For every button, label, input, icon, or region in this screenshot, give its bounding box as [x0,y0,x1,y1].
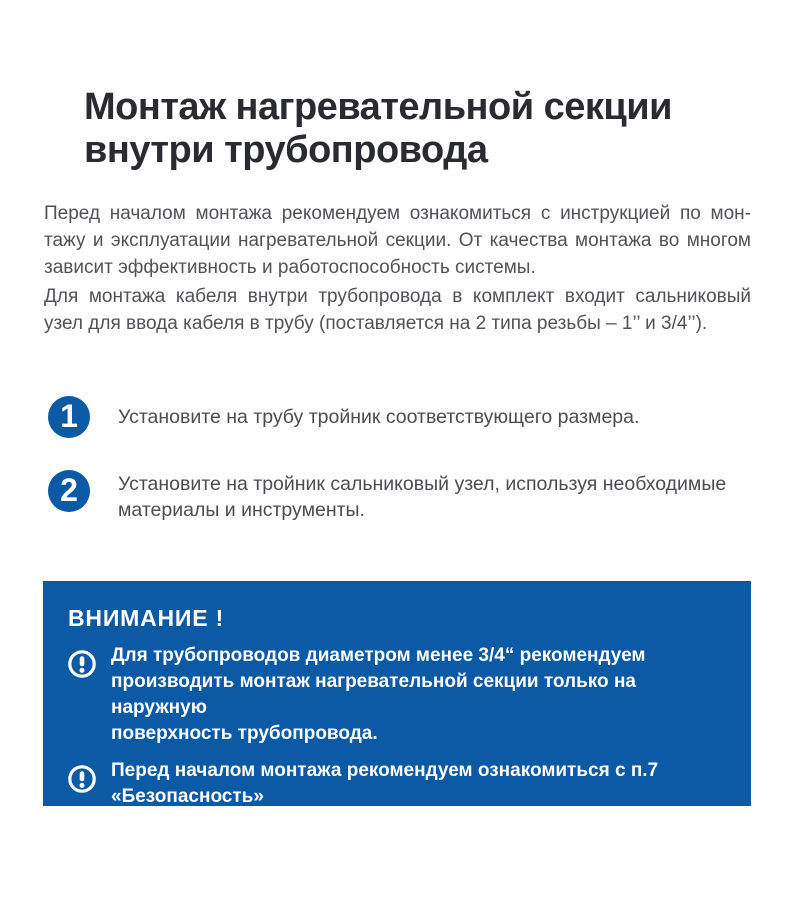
step-1-number-badge [48,396,90,438]
text-line: производить монтаж нагревательной секции только на наружную [111,671,636,718]
step-1-text [118,404,738,430]
page-title-line-1: Монтаж нагревательной секции [84,86,673,128]
text-line: «Безопасность» [111,786,264,807]
text-line: Установите на трубу тройник соответствующего размера. [118,406,640,428]
attention-item-2 [68,758,727,810]
text-line: Перед началом монтажа рекомендуем ознакомиться с инструкцией по мон- [44,203,751,224]
step-1 [48,396,748,438]
text-line: Установите на тройник сальниковый узел, используя необходимые [118,473,727,495]
step-number: 2 [60,471,78,508]
step-2-text [118,471,738,523]
attention-item-1 [68,643,727,747]
step-2 [48,470,748,523]
text-line: узел для ввода кабеля в трубу (поставляется на 2 типа резьбы – 1’’ и 3/4’’). [44,313,708,334]
attention-heading: ВНИМАНИЕ ! [68,605,225,631]
text-line: поверхность трубопровода. [111,723,378,744]
intro-paragraph-2 [44,283,751,337]
text-line: Для трубопроводов диаметром менее 3/4“ рекомендуем [111,645,646,666]
page-title [84,86,764,172]
exclamation-circle-icon [68,650,96,678]
text-line: Для монтажа кабеля внутри трубопровода в комплект входит сальниковый [44,286,751,307]
step-number: 1 [60,397,78,434]
text-line: Перед началом монтажа рекомендуем ознакомиться с п.7 [111,760,659,781]
text-line: тажу и эксплуатации нагревательной секции. От качества монтажа во многом [44,230,751,251]
exclamation-circle-icon [68,765,96,793]
attention-item-2-text [111,758,727,810]
page-title-line-2: внутри трубопровода [84,129,488,171]
attention-item-1-text [111,643,727,747]
intro-paragraph-1 [44,200,751,281]
attention-box [43,581,751,806]
step-2-number-badge [48,470,90,512]
text-line: зависит эффективность и работоспособность системы. [44,257,536,278]
text-line: материалы и инструменты. [118,499,365,521]
